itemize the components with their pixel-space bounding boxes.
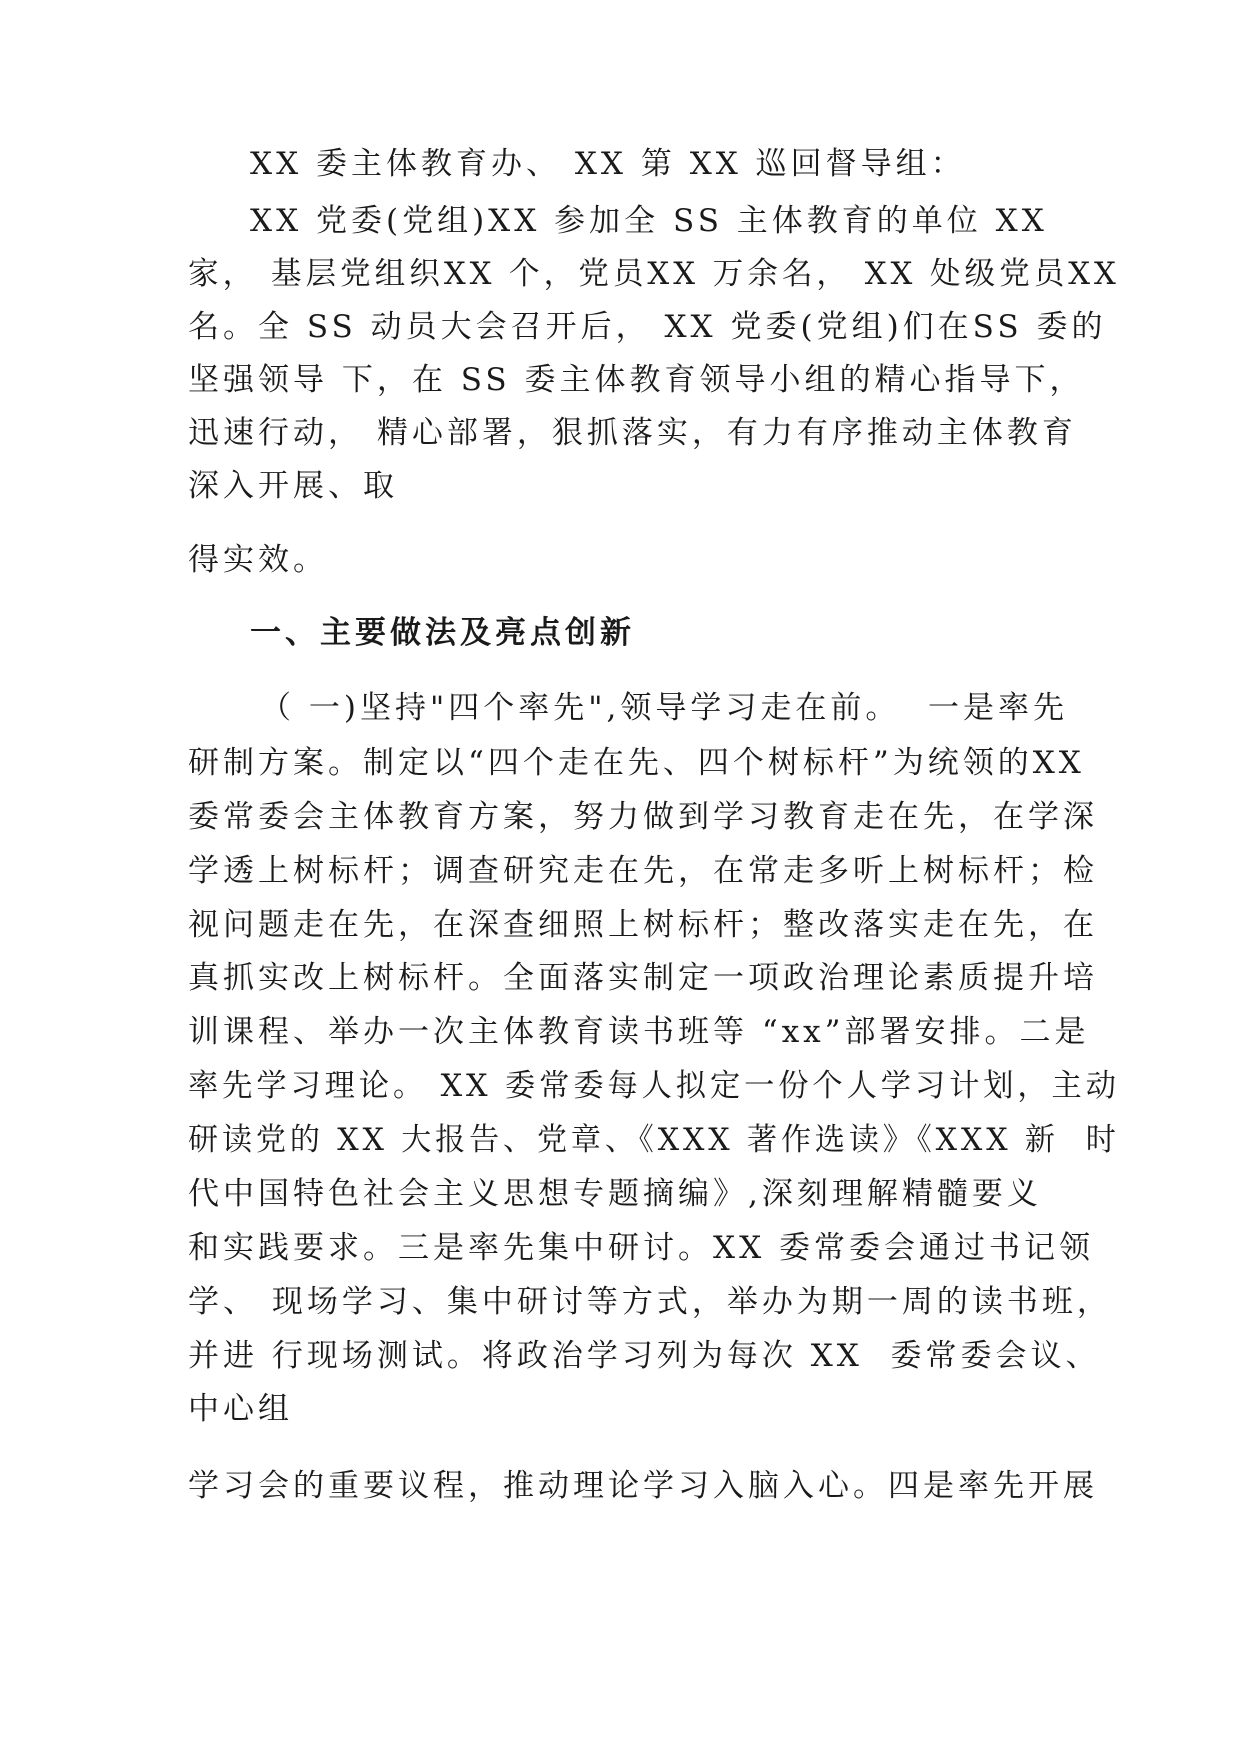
intro-line: 坚强领导 下，在 SS 委主体教育领导小组的精心指导下，	[188, 362, 1085, 398]
intro-line: 得实效。	[188, 542, 328, 578]
body-line: （ 一)坚持"四个率先",领导学习走在前。 一是率先	[260, 690, 1069, 726]
body-line: 学透上树标杆；调查研究走在先，在常走多听上树标杆；检	[188, 853, 1098, 889]
body-line: 委常委会主体教育方案，努力做到学习教育走在先，在学深	[188, 799, 1098, 835]
intro-line: 深入开展、取	[188, 468, 398, 504]
body-line: 训课程、举办一次主体教育读书班等 “xx”部署安排。二是	[188, 1014, 1090, 1050]
intro-line: 名。全 SS 动员大会召开后， XX 党委(党组)们在SS 委的	[188, 309, 1107, 345]
intro-line: 迅速行动， 精心部署，狠抓落实，有力有序推动主体教育	[188, 415, 1077, 451]
intro-line: XX 党委(党组)XX 参加全 SS 主体教育的单位 XX	[250, 203, 1048, 239]
body-line: 学习会的重要议程，推动理论学习入脑入心。四是率先开展	[188, 1468, 1098, 1504]
body-line: 和实践要求。三是率先集中研讨。XX 委常委会通过书记领	[188, 1230, 1094, 1266]
body-line: 并进 行现场测试。将政治学习列为每次 XX 委常委会议、	[188, 1338, 1101, 1374]
body-line: 研制方案。制定以“四个走在先、四个树标杆”为统领的XX	[188, 745, 1085, 781]
salutation-line: XX 委主体教育办、 XX 第 XX 巡回督导组：	[250, 146, 966, 182]
body-line: 率先学习理论。 XX 委常委每人拟定一份个人学习计划，主动	[188, 1068, 1120, 1104]
body-line: 代中国特色社会主义思想专题摘编》,深刻理解精髓要义	[188, 1176, 1042, 1212]
intro-line: 家， 基层党组织XX 个，党员XX 万余名， XX 处级党员XX	[188, 256, 1120, 292]
section-heading: 一、主要做法及亮点创新	[250, 615, 635, 651]
body-line: 视问题走在先，在深查细照上树标杆；整改落实走在先，在	[188, 907, 1098, 943]
body-line: 中心组	[188, 1391, 293, 1427]
body-line: 真抓实改上树标杆。全面落实制定一项政治理论素质提升培	[188, 960, 1098, 996]
body-line: 学、 现场学习、集中研讨等方式，举办为期一周的读书班，	[188, 1284, 1112, 1320]
body-line: 研读党的 XX 大报告、党章、《XXX 著作选读》《XXX 新 时	[188, 1122, 1120, 1158]
